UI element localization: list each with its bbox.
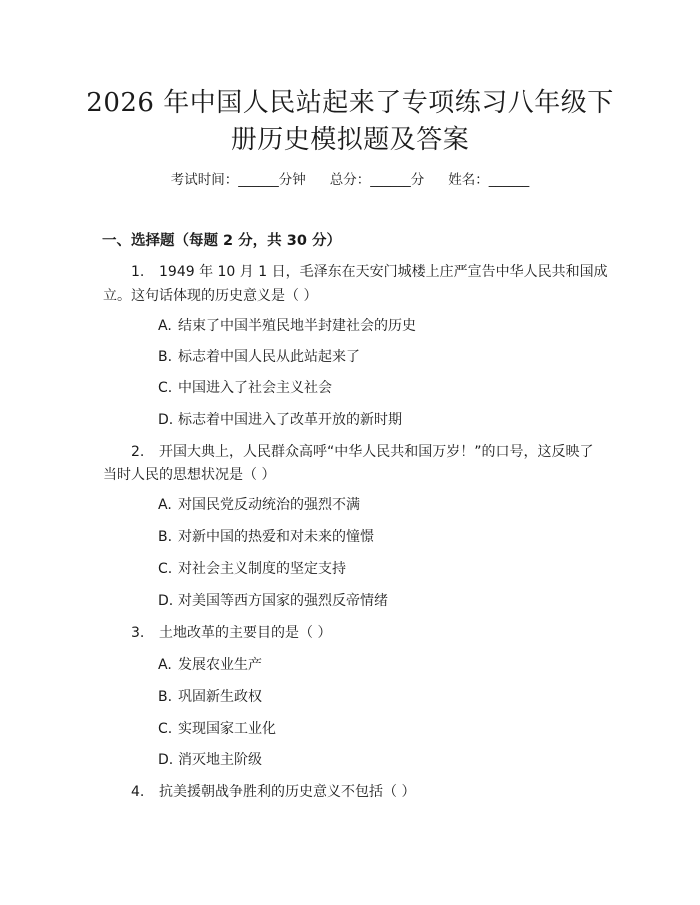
option-text: 对国民党反动统治的强烈不满	[178, 497, 360, 513]
option-letter: C.	[158, 561, 173, 577]
option-letter: D.	[158, 752, 174, 768]
exam-info	[0, 168, 700, 188]
option-text: 巩固新生政权	[178, 689, 262, 705]
option-letter: B.	[158, 529, 173, 545]
question-2-option-a	[158, 494, 360, 514]
question-text: 1949 年 10 月 1 日，毛泽东在天安门城楼上庄严宣告中华人民共和国成	[159, 264, 608, 280]
question-1-line-1	[131, 261, 608, 281]
question-number: 4.	[131, 784, 145, 800]
exam-title-line-1: 2026 年中国人民站起来了专项练习八年级下	[86, 88, 614, 118]
option-text: 实现国家工业化	[178, 721, 276, 737]
question-2-option-b	[158, 526, 374, 546]
option-letter: A.	[158, 657, 172, 673]
option-letter: C.	[158, 721, 173, 737]
question-1-option-a	[158, 315, 416, 335]
question-2-line-1	[131, 441, 594, 461]
option-text: 消灭地主阶级	[178, 752, 262, 768]
question-text: 开国大典上，人民群众高呼“中华人民共和国万岁！”的口号，这反映了	[159, 444, 594, 460]
question-number: 1.	[131, 264, 145, 280]
option-letter: C.	[158, 380, 173, 396]
option-letter: B.	[158, 689, 173, 705]
question-1-line-2: 立。这句话体现的历史意义是（ ）	[103, 288, 318, 304]
question-1-option-c	[158, 377, 332, 397]
option-text: 标志着中国进入了改革开放的新时期	[178, 412, 402, 428]
exam-title-line-2: 册历史模拟题及答案	[230, 125, 470, 155]
question-number: 2.	[131, 444, 145, 460]
question-2-option-d	[158, 590, 388, 610]
total-score-field: 总分：______分	[329, 172, 425, 188]
question-text: 土地改革的主要目的是（ ）	[159, 625, 332, 641]
option-letter: A.	[158, 497, 172, 513]
question-text: 抗美援朝战争胜利的历史意义不包括（ ）	[159, 784, 416, 800]
student-name-field: 姓名：______	[448, 172, 530, 188]
question-1-option-b	[158, 346, 360, 366]
option-text: 标志着中国人民从此站起来了	[178, 349, 360, 365]
option-text: 对新中国的热爱和对未来的憧憬	[178, 529, 374, 545]
question-3-option-b	[158, 686, 262, 706]
section-heading: 一、选择题（每题 2 分，共 30 分）	[102, 233, 341, 249]
option-letter: D.	[158, 412, 174, 428]
option-text: 发展农业生产	[178, 657, 262, 673]
option-text: 结束了中国半殖民地半封建社会的历史	[178, 318, 416, 334]
option-text: 中国进入了社会主义社会	[178, 380, 332, 396]
option-text: 对社会主义制度的坚定支持	[178, 561, 346, 577]
option-text: 对美国等西方国家的强烈反帝情绪	[178, 593, 388, 609]
question-1-option-d	[158, 409, 402, 429]
question-4-line-1	[131, 781, 415, 801]
question-number: 3.	[131, 625, 145, 641]
option-letter: D.	[158, 593, 174, 609]
exam-time-field: 考试时间：______分钟	[170, 172, 306, 188]
question-2-option-c	[158, 558, 346, 578]
option-letter: B.	[158, 349, 173, 365]
question-3-option-d	[158, 749, 262, 769]
option-letter: A.	[158, 318, 172, 334]
question-3-option-c	[158, 718, 276, 738]
question-2-line-2: 当时人民的思想状况是（ ）	[103, 467, 276, 483]
question-3-option-a	[158, 654, 262, 674]
question-3-line-1	[131, 622, 331, 642]
